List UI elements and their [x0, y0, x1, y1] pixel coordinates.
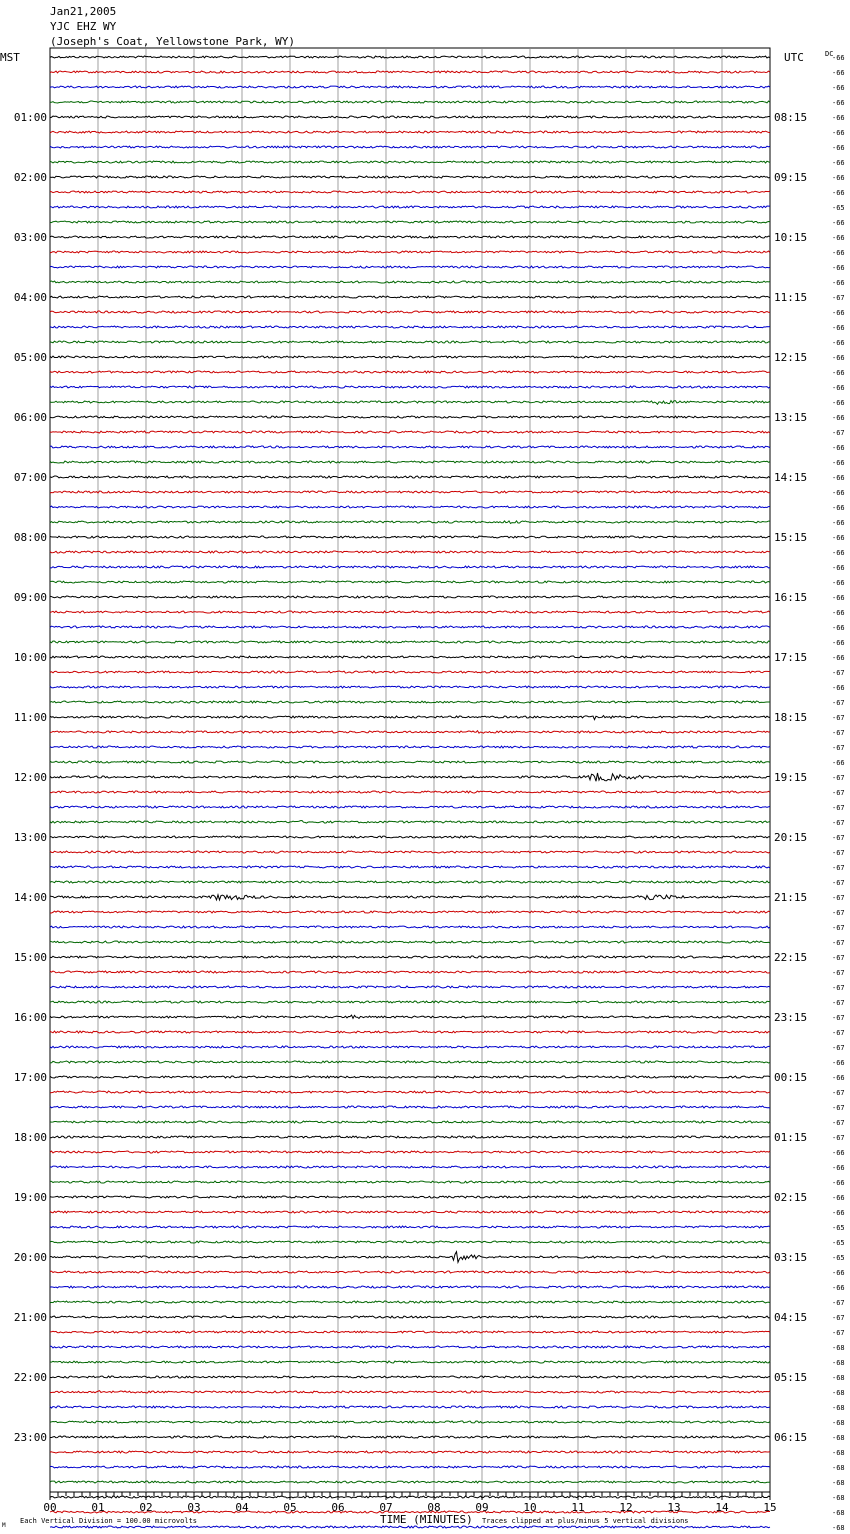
- trace-line: [50, 71, 770, 73]
- dc-offset-label: -66: [832, 444, 845, 452]
- x-axis-title: TIME (MINUTES): [380, 1513, 473, 1526]
- dc-offset-label: -66: [832, 579, 845, 587]
- dc-offset-label: -68: [832, 1449, 845, 1457]
- dc-offset-label: -67: [832, 1014, 845, 1022]
- dc-offset-label: -66: [832, 279, 845, 287]
- x-tick-label: 03: [187, 1501, 201, 1514]
- trace-line: [50, 1361, 770, 1363]
- hour-label-utc: 20:15: [774, 831, 808, 844]
- trace-line: [50, 611, 770, 613]
- trace-line: [50, 551, 770, 553]
- hour-label-utc: 00:15: [774, 1071, 808, 1084]
- trace-line: [50, 491, 770, 493]
- dc-offset-label: -66: [832, 549, 845, 557]
- hour-label-utc: 06:15: [774, 1431, 808, 1444]
- trace-line: [50, 1241, 770, 1243]
- hour-label-utc: 13:15: [774, 411, 808, 424]
- dc-offset-label: -66: [832, 234, 845, 242]
- dc-offset-label: -66: [832, 474, 845, 482]
- dc-offset-label: -67: [832, 1089, 845, 1097]
- trace-line: [50, 266, 770, 268]
- trace-line: [50, 506, 770, 508]
- trace-line: [50, 281, 770, 283]
- trace-line: [50, 791, 770, 793]
- trace-line: [50, 1451, 770, 1453]
- trace-line: [50, 1406, 770, 1408]
- trace-line: [50, 356, 770, 358]
- dc-offset-label: -67: [832, 849, 845, 857]
- trace-line: [50, 1226, 770, 1228]
- trace-line: [50, 146, 770, 148]
- trace-line: [50, 161, 770, 163]
- dc-offset-label: -66: [832, 564, 845, 572]
- dc-offset-label: -65: [832, 204, 845, 212]
- trace-line: [50, 1526, 770, 1528]
- hour-label-utc: 22:15: [774, 951, 808, 964]
- x-tick-label: 08: [427, 1501, 441, 1514]
- trace-line: [50, 641, 770, 643]
- dc-offset-label: -66: [832, 309, 845, 317]
- corner-mark: M: [2, 1522, 6, 1529]
- trace-line: [50, 866, 770, 868]
- dc-offset-label: -65: [832, 1224, 845, 1232]
- trace-line: [50, 716, 770, 720]
- dc-offset-label: -66: [832, 159, 845, 167]
- dc-offset-label: -66: [832, 1194, 845, 1202]
- dc-offset-label: -66: [832, 489, 845, 497]
- dc-offset-label: -67: [832, 699, 845, 707]
- dc-offset-label: -66: [832, 54, 845, 62]
- trace-line: [50, 1001, 770, 1003]
- dc-offset-label: -67: [832, 999, 845, 1007]
- trace-line: [50, 1046, 770, 1048]
- x-tick-label: 12: [619, 1501, 633, 1514]
- hour-label-mst: 11:00: [13, 711, 47, 724]
- dc-offset-label: -67: [832, 729, 845, 737]
- hour-label-mst: 07:00: [13, 471, 47, 484]
- trace-line: [50, 116, 770, 118]
- dc-offset-label: -68: [832, 1359, 845, 1367]
- dc-offset-label: -66: [832, 129, 845, 137]
- trace-line: [50, 1421, 770, 1423]
- x-tick-label: 00: [43, 1501, 57, 1514]
- trace-line: [50, 1391, 770, 1393]
- dc-offset-label: -68: [832, 1524, 845, 1532]
- hour-label-utc: 16:15: [774, 591, 808, 604]
- trace-line: [50, 581, 770, 583]
- x-tick-label: 13: [667, 1501, 681, 1514]
- axis-labels: [14, 54, 845, 1534]
- dc-offset-label: -68: [832, 1434, 845, 1442]
- trace-line: [50, 911, 770, 913]
- hour-label-mst: 19:00: [13, 1191, 47, 1204]
- trace-line: [50, 536, 770, 538]
- trace-line: [50, 881, 770, 883]
- dc-offset-label: -67: [832, 1314, 845, 1322]
- hour-label-mst: 13:00: [13, 831, 47, 844]
- dc-offset-label: -66: [832, 69, 845, 77]
- trace-line: [50, 56, 770, 58]
- trace-line: [50, 1181, 770, 1183]
- trace-line: [50, 941, 770, 943]
- dc-offset-label: -66: [832, 264, 845, 272]
- trace-line: [50, 1316, 770, 1318]
- dc-offset-label: -66: [832, 369, 845, 377]
- trace-line: [50, 461, 770, 463]
- dc-offset-label: -67: [832, 744, 845, 752]
- hour-label-mst: 17:00: [13, 1071, 47, 1084]
- x-tick-label: 04: [235, 1501, 249, 1514]
- trace-line: [50, 326, 770, 328]
- trace-line: [50, 1151, 770, 1153]
- trace-line: [50, 386, 770, 388]
- dc-offset-label: -67: [832, 939, 845, 947]
- trace-line: [50, 311, 770, 313]
- trace-line: [50, 1376, 770, 1378]
- hour-label-utc: 01:15: [774, 1131, 808, 1144]
- hour-label-utc: 17:15: [774, 651, 808, 664]
- dc-offset-label: -67: [832, 924, 845, 932]
- dc-offset-label: -66: [832, 144, 845, 152]
- dc-offset-label: -66: [832, 219, 845, 227]
- dc-offset-label: -68: [832, 1509, 845, 1517]
- dc-offset-label: -68: [832, 1479, 845, 1487]
- dc-offset-label: -67: [832, 894, 845, 902]
- hour-label-mst: 16:00: [13, 1011, 47, 1024]
- hour-label-utc: 10:15: [774, 231, 808, 244]
- trace-line: [50, 731, 770, 733]
- dc-offset-label: -66: [832, 114, 845, 122]
- x-tick-label: 01: [91, 1501, 105, 1514]
- trace-line: [50, 671, 770, 673]
- trace-line: [50, 1091, 770, 1093]
- trace-line: [50, 806, 770, 808]
- dc-offset-label: -66: [832, 354, 845, 362]
- dc-offset-label: -66: [832, 414, 845, 422]
- hour-label-utc: 08:15: [774, 111, 808, 124]
- trace-line: [50, 1196, 770, 1198]
- trace-line: [50, 1346, 770, 1348]
- trace-line: [50, 431, 770, 433]
- x-tick-label: 06: [331, 1501, 345, 1514]
- hour-label-mst: 02:00: [13, 171, 47, 184]
- trace-line: [50, 191, 770, 193]
- hour-label-utc: 21:15: [774, 891, 808, 904]
- trace-line: [50, 371, 770, 373]
- trace-line: [50, 1331, 770, 1333]
- hour-label-utc: 04:15: [774, 1311, 808, 1324]
- dc-offset-label: -66: [832, 1059, 845, 1067]
- dc-offset-label: -65: [832, 1254, 845, 1262]
- trace-line: [50, 895, 770, 900]
- dc-offset-label: -66: [832, 99, 845, 107]
- dc-offset-label: -66: [832, 339, 845, 347]
- trace-line: [50, 206, 770, 208]
- dc-offset-label: -68: [832, 1389, 845, 1397]
- trace-line: [50, 476, 770, 478]
- dc-offset-label: -66: [832, 684, 845, 692]
- trace-line: [50, 1436, 770, 1438]
- dc-offset-label: -67: [832, 969, 845, 977]
- trace-line: [50, 626, 770, 628]
- trace-line: [50, 821, 770, 824]
- trace-line: [50, 236, 770, 238]
- trace-line: [50, 851, 770, 853]
- dc-offset-label: -67: [832, 1044, 845, 1052]
- dc-offset-label: -66: [832, 654, 845, 662]
- dc-offset-label: -66: [832, 1149, 845, 1157]
- trace-line: [50, 1252, 770, 1263]
- hour-label-mst: 01:00: [13, 111, 47, 124]
- hour-label-mst: 15:00: [13, 951, 47, 964]
- trace-line: [50, 101, 770, 103]
- trace-line: [50, 686, 770, 688]
- trace-line: [50, 971, 770, 973]
- trace-line: [50, 986, 770, 988]
- dc-offset-label: -67: [832, 954, 845, 962]
- dc-offset-label: -68: [832, 1404, 845, 1412]
- hour-label-utc: 05:15: [774, 1371, 808, 1384]
- hour-label-utc: 02:15: [774, 1191, 808, 1204]
- hour-label-utc: 19:15: [774, 771, 808, 784]
- dc-offset-label: -68: [832, 1464, 845, 1472]
- dc-offset-label: -66: [832, 519, 845, 527]
- trace-line: [50, 1496, 770, 1498]
- dc-offset-label: -66: [832, 324, 845, 332]
- header-station: YJC EHZ WY: [50, 20, 117, 33]
- dc-label: DC: [825, 50, 834, 58]
- trace-line: [50, 1301, 770, 1303]
- dc-offset-label: -66: [832, 534, 845, 542]
- trace-line: [50, 131, 770, 133]
- dc-offset-label: -66: [832, 399, 845, 407]
- dc-offset-label: -67: [832, 669, 845, 677]
- dc-offset-label: -68: [832, 1494, 845, 1502]
- dc-offset-label: -67: [832, 714, 845, 722]
- trace-line: [50, 251, 770, 253]
- dc-offset-label: -66: [832, 1179, 845, 1187]
- header-date: Jan21,2005: [50, 5, 117, 18]
- dc-offset-label: -67: [832, 879, 845, 887]
- x-tick-label: 10: [523, 1501, 537, 1514]
- trace-line: [50, 701, 770, 703]
- plot-frame: [50, 48, 770, 1492]
- hour-label-mst: 12:00: [13, 771, 47, 784]
- dc-offset-label: -67: [832, 804, 845, 812]
- x-tick-label: 15: [763, 1501, 777, 1514]
- trace-line: [50, 401, 770, 405]
- hour-label-mst: 10:00: [13, 651, 47, 664]
- trace-line: [50, 1106, 770, 1108]
- trace-line: [50, 1211, 770, 1213]
- dc-offset-label: -66: [832, 189, 845, 197]
- hour-label-mst: 04:00: [13, 291, 47, 304]
- dc-offset-label: -66: [832, 459, 845, 467]
- dc-offset-label: -66: [832, 1269, 845, 1277]
- trace-line: [50, 956, 770, 958]
- trace-line: [50, 1166, 770, 1168]
- dc-offset-label: -66: [832, 1284, 845, 1292]
- x-tick-label: 09: [475, 1501, 489, 1514]
- dc-offset-label: -68: [832, 1419, 845, 1427]
- trace-line: [50, 1121, 770, 1123]
- dc-offset-label: -66: [832, 84, 845, 92]
- hour-label-utc: 03:15: [774, 1251, 808, 1264]
- hour-label-mst: 05:00: [13, 351, 47, 364]
- x-tick-label: 07: [379, 1501, 393, 1514]
- dc-offset-label: -67: [832, 864, 845, 872]
- hour-label-mst: 03:00: [13, 231, 47, 244]
- dc-offset-label: -67: [832, 984, 845, 992]
- dc-offset-label: -67: [832, 1329, 845, 1337]
- trace-line: [50, 926, 770, 928]
- dc-offset-label: -66: [832, 1164, 845, 1172]
- dc-offset-label: -67: [832, 1104, 845, 1112]
- dc-offset-label: -67: [832, 909, 845, 917]
- dc-offset-label: -67: [832, 1029, 845, 1037]
- hour-label-utc: 23:15: [774, 1011, 808, 1024]
- trace-line: [50, 176, 770, 178]
- x-tick-label: 14: [715, 1501, 729, 1514]
- trace-line: [50, 1271, 770, 1273]
- dc-offset-label: -67: [832, 1134, 845, 1142]
- dc-offset-label: -66: [832, 504, 845, 512]
- hour-label-mst: 06:00: [13, 411, 47, 424]
- mst-label: MST: [0, 51, 20, 64]
- hour-label-utc: 18:15: [774, 711, 808, 724]
- trace-line: [50, 656, 770, 658]
- dc-offset-label: -66: [832, 174, 845, 182]
- seismic-traces: [50, 56, 770, 1534]
- clip-note: Traces clipped at plus/minus 5 vertical divisions: [482, 1517, 689, 1525]
- hour-label-utc: 11:15: [774, 291, 808, 304]
- trace-line: [50, 446, 770, 448]
- trace-line: [50, 1466, 770, 1468]
- dc-offset-label: -66: [832, 609, 845, 617]
- trace-line: [50, 341, 770, 343]
- trace-line: [50, 521, 770, 524]
- hour-label-mst: 21:00: [13, 1311, 47, 1324]
- dc-offset-label: -67: [832, 834, 845, 842]
- header-location: (Joseph's Coat, Yellowstone Park, WY): [50, 35, 296, 48]
- dc-offset-label: -67: [832, 774, 845, 782]
- dc-offset-label: -66: [832, 1209, 845, 1217]
- dc-offset-label: -66: [832, 384, 845, 392]
- trace-line: [50, 746, 770, 748]
- trace-line: [50, 1015, 770, 1018]
- trace-line: [50, 1031, 770, 1033]
- trace-line: [50, 1061, 770, 1063]
- dc-offset-label: -66: [832, 249, 845, 257]
- utc-label: UTC: [784, 51, 804, 64]
- x-tick-label: 11: [571, 1501, 585, 1514]
- trace-line: [50, 86, 770, 88]
- trace-line: [50, 836, 770, 838]
- dc-offset-label: -67: [832, 429, 845, 437]
- hour-label-utc: 15:15: [774, 531, 808, 544]
- hour-label-utc: 14:15: [774, 471, 808, 484]
- hour-label-mst: 18:00: [13, 1131, 47, 1144]
- trace-line: [50, 773, 770, 781]
- dc-offset-label: -68: [832, 1374, 845, 1382]
- hour-label-mst: 14:00: [13, 891, 47, 904]
- trace-line: [50, 296, 770, 298]
- dc-offset-label: -67: [832, 789, 845, 797]
- trace-line: [50, 596, 770, 598]
- scale-note: Each Vertical Division = 100.00 microvolts: [20, 1517, 198, 1525]
- trace-line: [50, 1136, 770, 1138]
- dc-offset-label: -67: [832, 819, 845, 827]
- trace-line: [50, 1481, 770, 1483]
- hour-label-mst: 23:00: [13, 1431, 47, 1444]
- hour-label-mst: 22:00: [13, 1371, 47, 1384]
- dc-offset-label: -66: [832, 624, 845, 632]
- trace-line: [50, 221, 770, 223]
- dc-offset-label: -67: [832, 1119, 845, 1127]
- dc-offset-label: -67: [832, 1299, 845, 1307]
- dc-offset-label: -66: [832, 1074, 845, 1082]
- hour-label-mst: 09:00: [13, 591, 47, 604]
- dc-offset-label: -67: [832, 294, 845, 302]
- dc-offset-label: -65: [832, 1239, 845, 1247]
- trace-line: [50, 566, 770, 568]
- hour-label-utc: 09:15: [774, 171, 808, 184]
- dc-offset-label: -66: [832, 639, 845, 647]
- dc-offset-label: -66: [832, 594, 845, 602]
- dc-offset-label: -66: [832, 759, 845, 767]
- dc-offset-label: -68: [832, 1344, 845, 1352]
- trace-line: [50, 1076, 770, 1078]
- trace-line: [50, 761, 770, 763]
- x-tick-label: 02: [139, 1501, 153, 1514]
- hour-label-utc: 12:15: [774, 351, 808, 364]
- trace-line: [50, 416, 770, 418]
- x-tick-label: 05: [283, 1501, 297, 1514]
- trace-line: [50, 1286, 770, 1288]
- hour-label-mst: 08:00: [13, 531, 47, 544]
- hour-label-mst: 20:00: [13, 1251, 47, 1264]
